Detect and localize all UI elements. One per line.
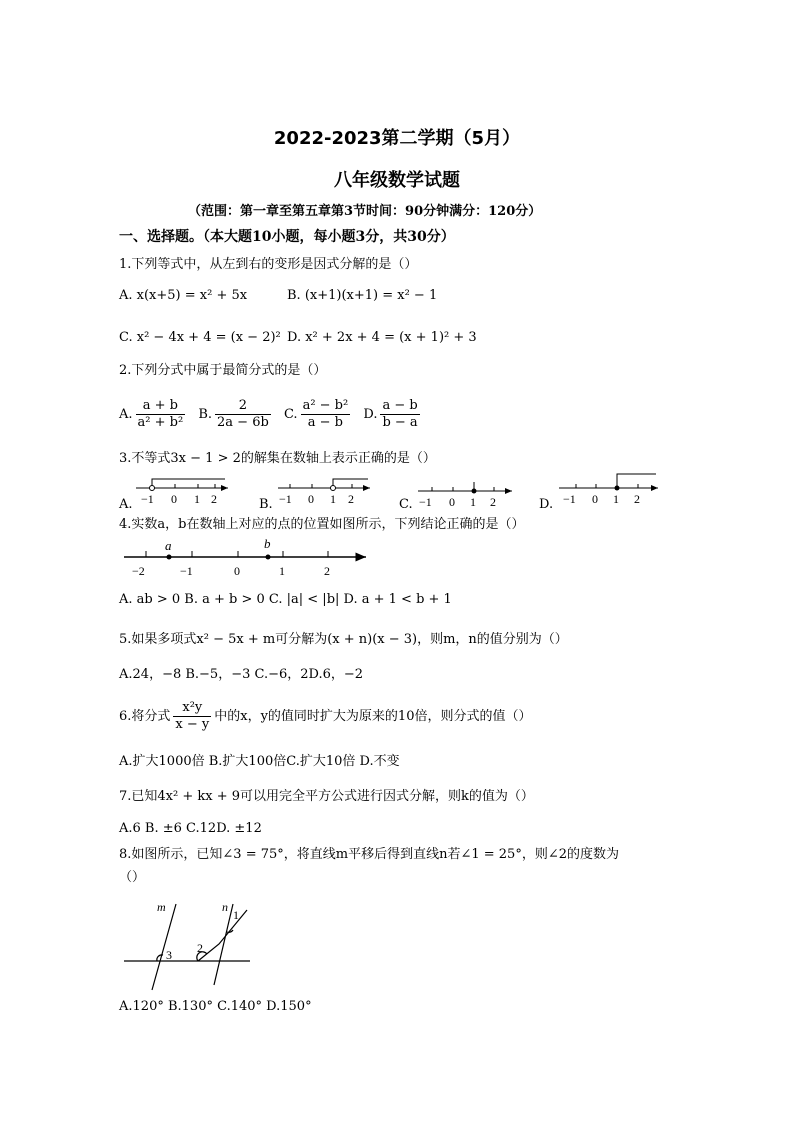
q5-options: A.24，−8 B.−5，−3 C.−6，2D.6，−2 [119,667,364,682]
q2-c-label: C. [283,407,298,422]
q3-b-tick-0: 0 [308,492,314,506]
q3-line-b [278,479,370,506]
q1-stem: 1.下列等式中，从左到右的变形是因式分解的是（） [119,257,418,272]
q8-label-1: 1 [233,908,239,922]
q3-d-tick-2: 2 [634,492,640,506]
q1-option-a: A. x(x+5) = x² + 5x [119,288,248,303]
q4-tick-0: 0 [234,564,240,578]
q8-stem-continued: （） [119,870,146,885]
q3-a-tick-0: 0 [171,492,177,506]
q3-d-tick-0: 0 [592,492,598,506]
q4-number-line [124,536,366,578]
q2-c-fraction: $\frac{\text{a² − b²}}{a - b}$ [302,398,349,430]
q3-b-label: B. [259,497,273,512]
q4-stem: 4.实数a，b在数轴上对应的点的位置如图所示，下列结论正确的是（） [119,517,525,532]
exam-scope: （范围：第一章至第五章第3节时间：90分钟满分：120分） [188,204,542,219]
q2-d-label: D. [363,407,378,422]
q7-stem: 7.已知4x² + kx + 9可以用完全平方公式进行因式分解，则k的值为（） [119,789,534,804]
q8-label-m: m [157,900,166,914]
q3-line-d [559,474,658,506]
q2-d-fraction: $\frac{a - b}{b - a}$ [382,398,418,430]
q4-tick-2: 2 [324,564,330,578]
q1-option-c: C. x² − 4x + 4 = (x − 2)² [119,330,281,345]
q3-line-a [136,479,228,506]
q8-label-2: 2 [197,941,203,955]
q3-stem: 3.不等式3x − 1 > 2的解集在数轴上表示正确的是（） [119,451,436,466]
q1-option-b: B. (x+1)(x+1) = x² − 1 [287,288,438,303]
q3-b-tick-neg1: −1 [279,492,292,506]
q3-c-tick-0: 0 [449,495,455,509]
q4-point-b-label: b [264,536,271,551]
q8-stem: 8.如图所示，已知∠3 = 75°，将直线m平移后得到直线n若∠1 = 25°，则∠2的度数为 [119,847,619,862]
q6-options: A.扩大1000倍 B.扩大100倍C.扩大10倍 D.不变 [119,754,400,769]
q3-a-tick-2: 2 [211,492,217,506]
q6-fraction: $\frac{\text{x²y}}{x - y}$ [175,700,210,732]
q8-options: A.120° B.130° C.140° D.150° [119,999,312,1014]
q3-d-label: D. [539,497,554,512]
q3-c-tick-2: 2 [490,495,496,509]
q3-a-tick-1: 1 [194,492,200,506]
q8-label-3: 3 [166,948,172,962]
q3-c-tick-1: 1 [470,495,476,509]
q3-b-tick-2: 2 [348,492,354,506]
q3-d-tick-neg1: −1 [563,492,576,506]
q3-b-tick-1: 1 [330,492,336,506]
q3-a-tick-neg1: −1 [141,492,154,506]
q5-stem: 5.如果多项式x² − 5x + m可分解为(x + n)(x − 3)，则m，n的值分别为（） [119,632,568,647]
q2-a-fraction: $\frac{a + b}{\text{a² + b²}}$ [137,398,184,430]
q3-line-c [418,482,512,509]
q3-c-label: C. [399,497,413,512]
section-heading: 一、选择题。（本大题10小题，每小题3分，共30分） [119,229,455,245]
q3-d-tick-1: 1 [613,492,619,506]
q3-c-tick-neg1: −1 [419,495,432,509]
q4-point-a-label: a [165,538,172,553]
q6-stem-before: 6.将分式 [119,709,171,724]
q8-label-n: n [222,900,228,914]
q6-stem-after: 中的x，y的值同时扩大为原来的10倍，则分式的值（） [214,709,532,724]
q2-b-label: B. [198,407,213,422]
q8-figure [124,904,250,990]
q4-tick-neg2: −2 [132,564,145,578]
q2-b-fraction: $\frac{2}{2a - 6b}$ [217,398,269,430]
q4-tick-1: 1 [279,564,285,578]
q6-stem [119,700,531,733]
exam-title: 2022-2023第二学期（5月） [273,128,521,149]
exam-subtitle: 八年级数学试题 [334,170,460,191]
q4-options: A. ab > 0 B. a + b > 0 C. |a| < |b| D. a + 1 < b + 1 [119,592,452,607]
q4-tick-neg1: −1 [180,564,193,578]
q3-a-label: A. [119,497,133,512]
q7-options: A.6 B. ±6 C.12D. ±12 [119,821,262,836]
q1-option-d: D. x² + 2x + 4 = (x + 1)² + 3 [287,330,477,345]
q2-a-label: A. [119,407,133,422]
q2-stem: 2.下列分式中属于最简分式的是（） [119,363,327,378]
